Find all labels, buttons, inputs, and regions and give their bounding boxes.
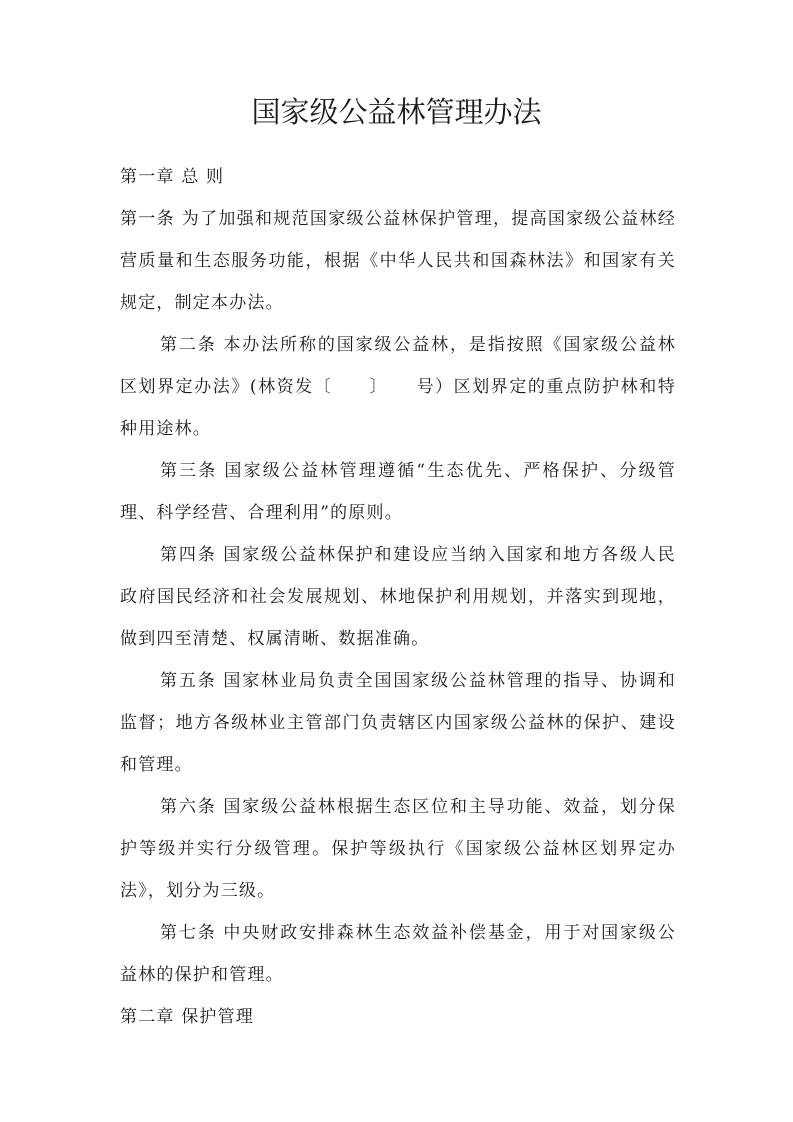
article-text: 国家林业局负责全国国家级公益林管理的指导、协调和监督；地方各级林业主管部门负责辖区内国家级公益林的保护、建设和管理。: [120, 671, 676, 775]
article-7: [120, 912, 676, 996]
article-text: 国家级公益林保护和建设应当纳入国家和地方各级人民政府国民经济和社会发展规划、林地保护利用规划，并落实到现地，做到四至清楚、权属清晰、数据准确。: [120, 545, 676, 649]
article-text: 中央财政安排森林生态效益补偿基金，用于对国家级公益林的保护和管理。: [120, 923, 676, 985]
article-1: [120, 198, 676, 324]
article-text: 为了加强和规范国家级公益林保护管理，提高国家级公益林经营质量和生态服务功能，根据《中华人民共和国森林法》和国家有关规定，制定本办法。: [120, 209, 676, 313]
article-5: [120, 660, 676, 786]
article-label: 第六条: [159, 797, 217, 817]
article-label: 第二条: [159, 335, 217, 355]
article-label: 第五条: [159, 671, 217, 691]
article-text: 国家级公益林管理遵循“生态优先、严格保护、分级管理、科学经营、合理利用”的原则。: [120, 461, 676, 523]
chapter-heading: 第二章 保护管理: [120, 1007, 255, 1027]
article-text: 本办法所称的国家级公益林，是指按照《国家级公益林区划界定办法》(林资发〔 〕 号）区划界定的重点防护林和特种用途林。: [120, 335, 676, 439]
article-6: [120, 786, 676, 912]
document-body: [120, 156, 676, 1038]
article-2: [120, 324, 676, 450]
article-label: 第一条: [120, 209, 175, 229]
article-label: 第四条: [159, 545, 217, 565]
article-4: [120, 534, 676, 660]
article-label: 第七条: [159, 923, 217, 943]
chapter-heading: 第一章 总 则: [120, 167, 225, 187]
article-3: [120, 450, 676, 534]
article-text: 国家级公益林根据生态区位和主导功能、效益，划分保护等级并实行分级管理。保护等级执行《国家级公益林区划界定办法》，划分为三级。: [120, 797, 676, 901]
article-label: 第三条: [159, 461, 218, 481]
document-title: 国家级公益林管理办法: [251, 95, 542, 129]
